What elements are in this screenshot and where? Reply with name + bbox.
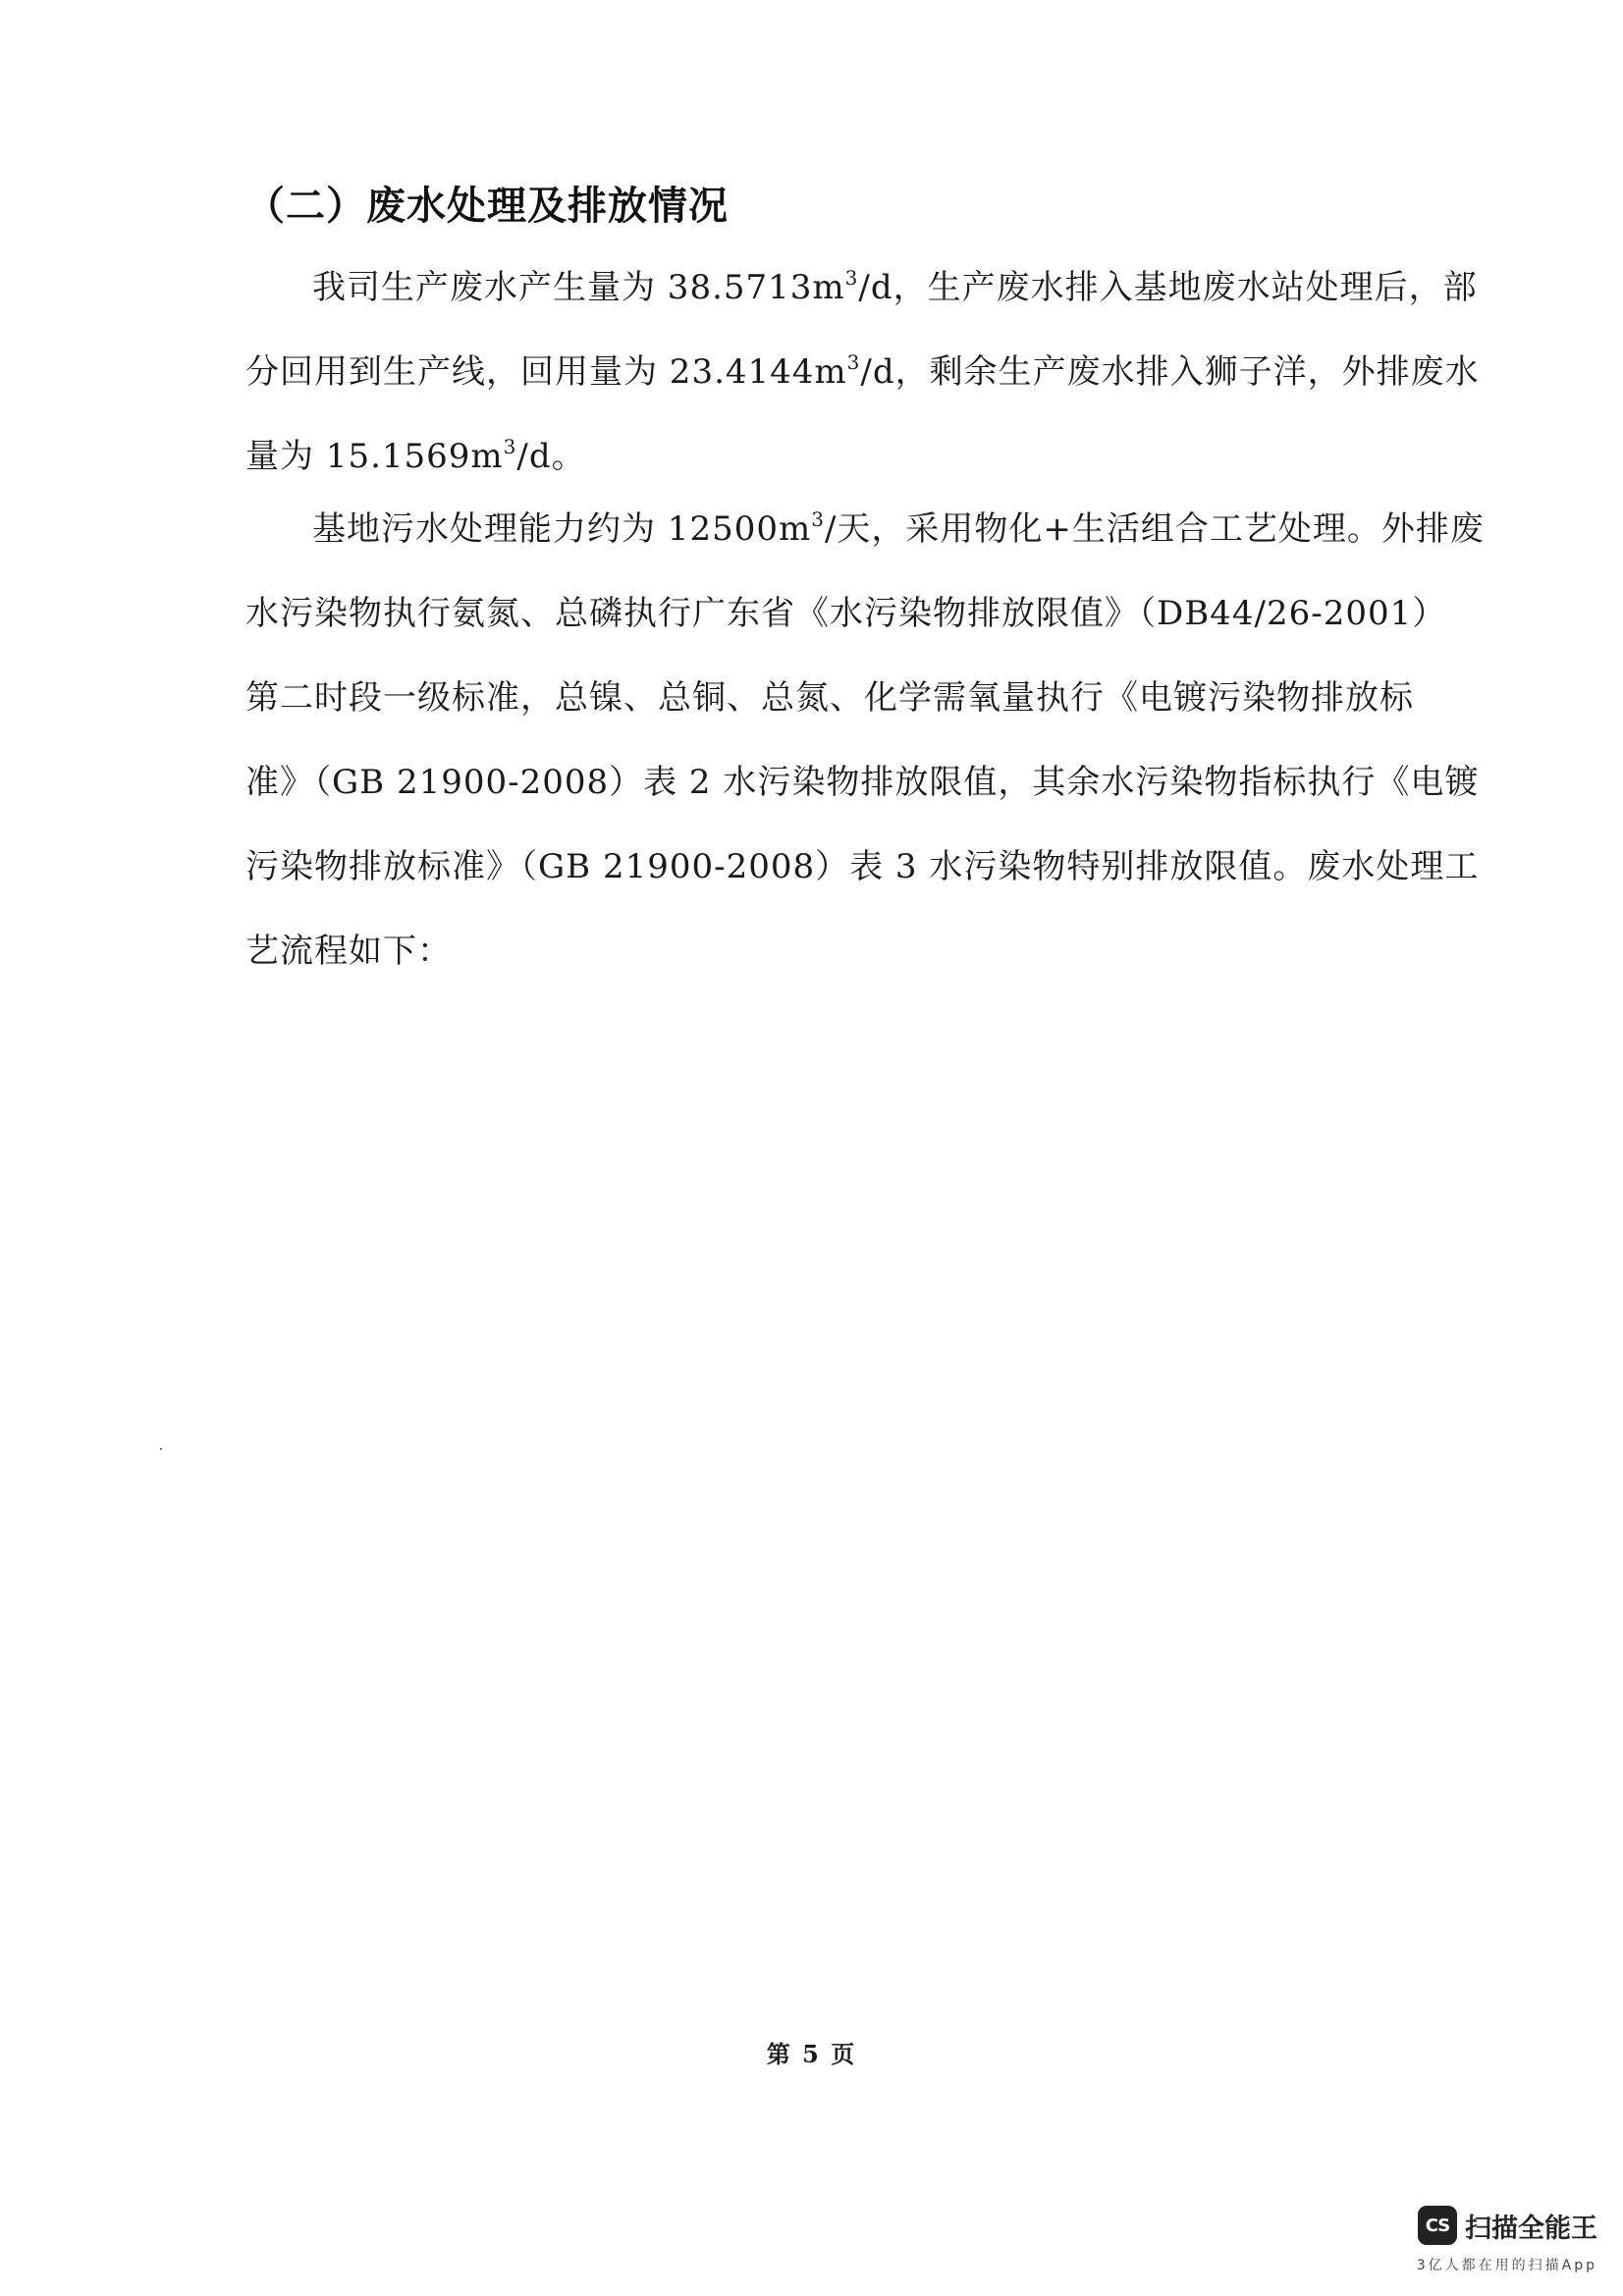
section-heading: （二）废水处理及排放情况 (245, 184, 729, 229)
paragraph-line: 污染物排放标准》（GB 21900-2008）表 3 水污染物特别排放限值。废水处理工 (245, 847, 1480, 886)
paragraph-line: 我司生产废水产生量为 $38.5713m^3/d$，生产废水排入基地废水站处理后，部 (312, 266, 1478, 307)
paragraph-wastewater-volume (245, 245, 1480, 499)
paragraph-line: 准》（GB 21900-2008）表 2 水污染物排放限值，其余水污染物指标执行《电镀 (245, 763, 1480, 802)
watermark-app-name: 扫描全能王 (1465, 2213, 1597, 2244)
scan-speck (160, 1448, 162, 1450)
watermark-tagline: 3亿人都在用的扫描App (1416, 2258, 1597, 2273)
scanner-watermark (1381, 2206, 1597, 2280)
paragraph-line: 水污染物执行氨氮、总磷执行广东省《水污染物排放限值》（DB44/26-2001） (245, 594, 1447, 633)
camscanner-logo-icon: CS (1418, 2206, 1457, 2245)
watermark-row (1418, 2206, 1597, 2245)
page-number: 第 5 页 (766, 2040, 857, 2068)
paragraph-line: 艺流程如下： (245, 932, 452, 971)
paragraph-line: 基地污水处理能力约为 $12500m^3/$天，采用物化+生活组合工艺处理。外排废 (312, 507, 1485, 549)
paragraph-treatment-standards (245, 487, 1485, 993)
paragraph-line: 第二时段一级标准，总镍、总铜、总氮、化学需氧量执行《电镀污染物排放标 (245, 678, 1414, 718)
paragraph-line: 分回用到生产线，回用量为 $23.4144m^3/d$，剩余生产废水排入狮子洋，外排废水 (245, 350, 1480, 392)
paragraph-line: 量为 $15.1569m^3/d$。 (245, 435, 586, 476)
